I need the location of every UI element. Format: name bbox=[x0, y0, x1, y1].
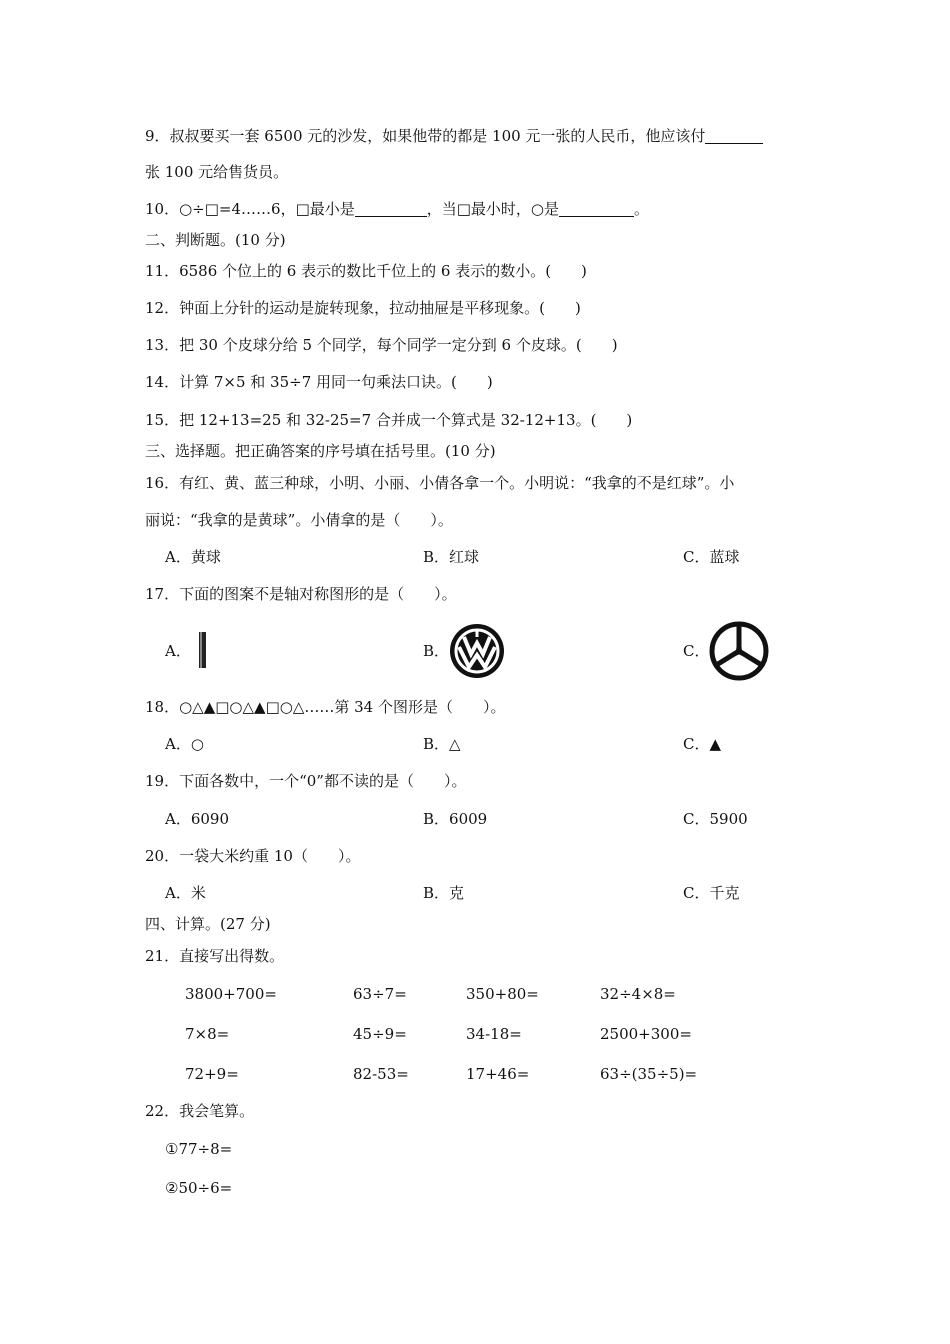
question-22: 22．我会笔算。 bbox=[145, 1102, 255, 1120]
calc-item: 350+80= bbox=[466, 985, 539, 1003]
option-a[interactable]: A．米 bbox=[165, 884, 206, 902]
calc-item: 17+46= bbox=[466, 1065, 530, 1083]
question-15: 15．把 12+13=25 和 32-25=7 合并成一个算式是 32-12+13。( ) bbox=[145, 411, 633, 429]
question-9-line-1 bbox=[145, 126, 763, 146]
question-16-line-2: 丽说：“我拿的是黄球”。小倩拿的是（ ）。 bbox=[145, 511, 453, 529]
option-b[interactable]: B．克 bbox=[423, 884, 465, 902]
question-13: 13．把 30 个皮球分给 5 个同学，每个同学一定分到 6 个皮球。( ) bbox=[145, 336, 618, 354]
vertical-bar-icon bbox=[196, 630, 210, 674]
answer-blank-min-square[interactable] bbox=[355, 200, 427, 217]
calc-item: 3800+700= bbox=[185, 985, 277, 1003]
calc-item: 82-53= bbox=[353, 1065, 409, 1083]
option-c[interactable]: C．5900 bbox=[683, 810, 748, 828]
option-c[interactable]: C． bbox=[683, 642, 710, 660]
option-a[interactable]: A． bbox=[165, 642, 191, 660]
question-17: 17．下面的图案不是轴对称图形的是（ ）。 bbox=[145, 585, 457, 603]
option-a[interactable]: A．黄球 bbox=[165, 548, 221, 566]
calc-item: 34-18= bbox=[466, 1025, 522, 1043]
calc-item: 2500+300= bbox=[600, 1025, 692, 1043]
section-heading-choice: 三、选择题。把正确答案的序号填在括号里。(10 分) bbox=[145, 442, 496, 460]
option-b[interactable]: B．△ bbox=[423, 735, 461, 753]
question-18: 18．○△▲□○△▲□○△……第 34 个图形是（ ）。 bbox=[145, 698, 506, 716]
question-10-text-1: 10．○÷□=4……6，□最小是 bbox=[145, 200, 355, 218]
section-heading-judgement: 二、判断题。(10 分) bbox=[145, 231, 286, 249]
question-20: 20．一袋大米约重 10（ ）。 bbox=[145, 847, 361, 865]
written-calc-item: ①77÷8= bbox=[165, 1140, 233, 1158]
option-b[interactable]: B．红球 bbox=[423, 548, 480, 566]
calc-item: 7×8= bbox=[185, 1025, 230, 1043]
question-9-line-2: 张 100 元给售货员。 bbox=[145, 163, 289, 181]
written-calc-item: ②50÷6= bbox=[165, 1179, 233, 1197]
question-16-line-1: 16．有红、黄、蓝三种球，小明、小丽、小倩各拿一个。小明说：“我拿的不是红球”。小 bbox=[145, 474, 735, 492]
option-c[interactable]: C．千克 bbox=[683, 884, 740, 902]
question-10 bbox=[145, 199, 649, 219]
option-a[interactable]: A．6090 bbox=[165, 810, 230, 828]
question-10-text-2: ，当□最小时，○是 bbox=[426, 200, 560, 218]
question-12: 12．钟面上分针的运动是旋转现象，拉动抽屉是平移现象。( ) bbox=[145, 299, 581, 317]
option-c[interactable]: C．蓝球 bbox=[683, 548, 740, 566]
option-b[interactable]: B． bbox=[423, 642, 450, 660]
calc-item: 72+9= bbox=[185, 1065, 239, 1083]
calc-item: 63÷(35÷5)= bbox=[600, 1065, 698, 1083]
answer-blank-circle[interactable] bbox=[559, 200, 634, 217]
answer-blank[interactable] bbox=[705, 127, 763, 144]
mercedes-logo-icon bbox=[708, 620, 770, 686]
question-11: 11．6586 个位上的 6 表示的数比千位上的 6 表示的数小。( ) bbox=[145, 262, 587, 280]
volkswagen-logo-icon bbox=[446, 621, 508, 685]
calc-item: 32÷4×8= bbox=[600, 985, 676, 1003]
question-21: 21．直接写出得数。 bbox=[145, 947, 285, 965]
calc-item: 45÷9= bbox=[353, 1025, 407, 1043]
option-a[interactable]: A．○ bbox=[165, 735, 204, 753]
question-19: 19．下面各数中，一个“0”都不读的是（ ）。 bbox=[145, 772, 467, 790]
question-10-text-3: 。 bbox=[634, 200, 650, 218]
option-b[interactable]: B．6009 bbox=[423, 810, 488, 828]
option-c[interactable]: C．▲ bbox=[683, 735, 722, 753]
question-14: 14．计算 7×5 和 35÷7 用同一句乘法口诀。( ) bbox=[145, 373, 493, 391]
question-9-text: 9．叔叔要买一套 6500 元的沙发，如果他带的都是 100 元一张的人民币，他应该付 bbox=[145, 127, 706, 145]
section-heading-calculation: 四、计算。(27 分) bbox=[145, 915, 271, 933]
calc-item: 63÷7= bbox=[353, 985, 407, 1003]
